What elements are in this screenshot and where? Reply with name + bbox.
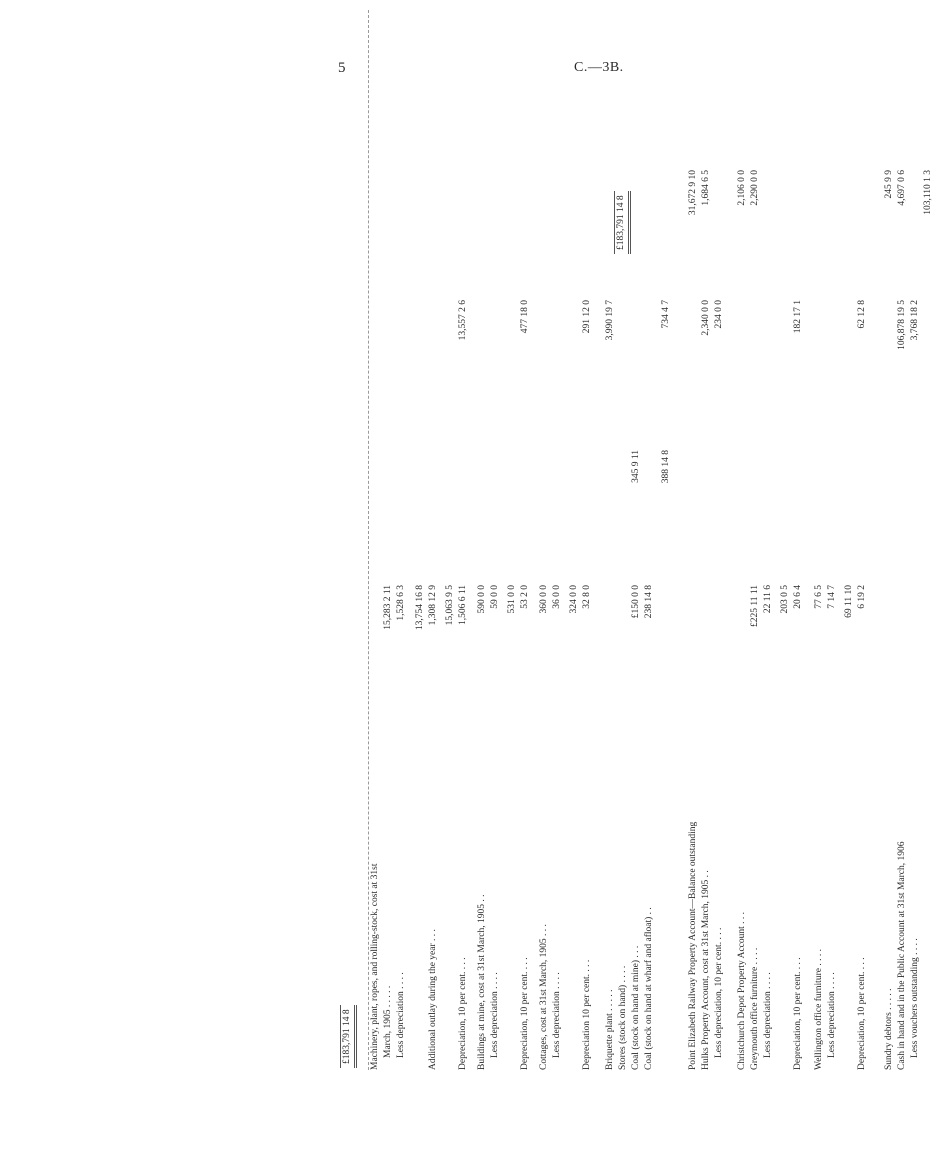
row-amount: 1,506 6 11 <box>458 585 468 626</box>
table-row <box>569 10 580 1070</box>
table-row <box>737 10 748 1070</box>
row-amount: 238 14 8 <box>644 585 654 619</box>
table-row <box>750 10 761 1070</box>
row-amount: 324 0 0 <box>569 585 579 614</box>
row-amount: 477 18 0 <box>520 300 530 334</box>
row-amount: 13,754 16 8 <box>415 585 425 631</box>
row-amount: 2,106 0 0 <box>737 170 747 206</box>
table-row <box>793 10 804 1070</box>
table-row <box>396 10 407 1070</box>
row-amount: 62 12 8 <box>857 300 867 329</box>
table-row <box>701 10 712 1070</box>
row-description: Additional outlay during the year . . . <box>428 929 438 1070</box>
row-description: Stores (stock on hand) . . . . <box>618 965 628 1070</box>
table-row <box>780 10 791 1070</box>
table-row <box>897 10 908 1070</box>
table-row <box>490 10 501 1070</box>
table-row <box>857 10 868 1070</box>
table-row <box>428 10 439 1070</box>
row-amount: 291 12 0 <box>582 300 592 334</box>
row-amount: 1,528 6 3 <box>396 585 406 621</box>
table-row <box>644 10 655 1070</box>
table-row <box>477 10 488 1070</box>
table-row <box>520 10 531 1070</box>
row-amount: 203 0 5 <box>780 585 790 614</box>
row-description: Depreciation 10 per cent. . . . <box>582 959 592 1070</box>
row-amount: 69 11 10 <box>844 585 854 618</box>
row-description: Cottages, cost at 31st March, 1905 . . . <box>539 924 549 1070</box>
row-description: Coal (stock on hand at wharf and afloat) . . <box>644 907 654 1070</box>
row-description: March, 1905 . . . . . <box>383 985 393 1058</box>
row-amount: 360 0 0 <box>539 585 549 614</box>
table-row <box>445 10 456 1070</box>
row-description: Sundry debtors . . . . . <box>884 988 894 1070</box>
row-amount: 388 14 8 <box>661 450 671 484</box>
table-row <box>507 10 518 1070</box>
table-row <box>814 10 825 1070</box>
row-description: Buildings at mine, cost at 31st March, 1905 . . <box>477 894 487 1070</box>
row-description: Less depreciation . . . . <box>552 972 562 1058</box>
table-row <box>763 10 774 1070</box>
row-amount: 4,697 0 6 <box>897 170 907 206</box>
row-description: Less depreciation . . . . <box>827 972 837 1058</box>
table-row <box>884 10 895 1070</box>
row-description: Depreciation, 10 per cent. . . . <box>793 957 803 1070</box>
row-description: Depreciation, 10 per cent. . . . <box>857 957 867 1070</box>
row-amount: 734 4 7 <box>661 300 671 329</box>
table-row <box>539 10 550 1070</box>
table-row <box>415 10 426 1070</box>
table-row <box>370 10 381 1070</box>
row-description: Greymouth office furniture . . . . <box>750 947 760 1070</box>
table-row <box>714 10 725 1070</box>
row-amount: 106,878 19 5 <box>897 300 907 350</box>
row-amount: 2,340 0 0 <box>701 300 711 336</box>
table-row <box>827 10 838 1070</box>
table-row <box>383 10 394 1070</box>
row-amount: 234 0 0 <box>714 300 724 329</box>
page-reference: C.—3B. <box>574 60 624 75</box>
table-row <box>605 10 616 1070</box>
table-row <box>688 10 699 1070</box>
row-description: Briquette plant . . . . . <box>605 989 615 1070</box>
row-description: Less depreciation, 10 per cent. . . . <box>714 927 724 1058</box>
row-description: Less depreciation . . . . <box>396 972 406 1058</box>
row-amount: 1,308 12 9 <box>428 585 438 626</box>
row-description: Depreciation, 10 per cent. . . . <box>520 957 530 1070</box>
column-divider <box>368 10 369 1070</box>
row-description: Less depreciation . . . . <box>763 972 773 1058</box>
row-description: Hulks Property Account, cost at 31st March, 1905 . . <box>701 870 711 1070</box>
row-description: Point Elizabeth Railway Property Account—Balance outstanding <box>688 821 698 1070</box>
row-amount: 15,283 2 11 <box>383 585 393 630</box>
row-description: Less depreciation . . . . <box>490 972 500 1058</box>
table-row <box>582 10 593 1070</box>
row-amount: 6 19 2 <box>857 585 867 609</box>
row-amount: 59 0 0 <box>490 585 500 609</box>
table-row <box>910 10 921 1070</box>
row-amount: 7 14 7 <box>827 585 837 609</box>
ledger-table <box>70 10 933 1070</box>
page-number: 5 <box>338 60 346 76</box>
row-description: Christchurch Depot Property Account . . . <box>737 911 747 1070</box>
row-amount: 103,110 1 3 <box>923 170 933 215</box>
row-amount: 31,672 9 10 <box>688 170 698 216</box>
row-amount: £150 0 0 <box>631 585 641 619</box>
row-description: Machinery, plant, ropes, and rolling-stock, cost at 31st <box>370 863 380 1070</box>
row-amount: 22 11 6 <box>763 585 773 614</box>
table-row <box>458 10 469 1070</box>
left-total: £183,791 14 8 <box>340 1005 357 1068</box>
row-amount: 1,684 6 5 <box>701 170 711 206</box>
row-amount: 13,557 2 6 <box>458 300 468 341</box>
row-amount: 245 9 9 <box>884 170 894 199</box>
row-amount: 2,290 0 0 <box>750 170 760 206</box>
row-amount: 3,990 19 7 <box>605 300 615 341</box>
table-row <box>552 10 563 1070</box>
row-amount: 32 8 0 <box>582 585 592 609</box>
row-amount: 20 6 4 <box>793 585 803 609</box>
table-row <box>923 10 934 1070</box>
row-description: Wellington office furniture . . . . <box>814 949 824 1070</box>
row-description: Cash in hand and in the Public Account at 31st March, 1906 <box>897 841 907 1070</box>
row-amount: 77 6 5 <box>814 585 824 609</box>
row-description: Coal (stock on hand at mine) . . . <box>631 945 641 1070</box>
row-amount: 531 0 0 <box>507 585 517 614</box>
row-amount: 182 17 1 <box>793 300 803 334</box>
row-amount: 53 2 0 <box>520 585 530 609</box>
row-description: Depreciation, 10 per cent. . . . <box>458 957 468 1070</box>
row-amount: £225 11 11 <box>750 585 760 628</box>
table-row <box>661 10 672 1070</box>
right-total: £183,791 14 8 <box>614 191 631 254</box>
row-amount: 36 0 0 <box>552 585 562 609</box>
table-row <box>631 10 642 1070</box>
row-amount: 590 0 0 <box>477 585 487 614</box>
row-amount: 15,063 9 5 <box>445 585 455 626</box>
table-row <box>618 10 629 1070</box>
table-row <box>844 10 855 1070</box>
row-amount: 345 9 11 <box>631 450 641 483</box>
row-amount: 3,768 18 2 <box>910 300 920 341</box>
row-description: Less vouchers outstanding . . . . <box>910 938 920 1058</box>
